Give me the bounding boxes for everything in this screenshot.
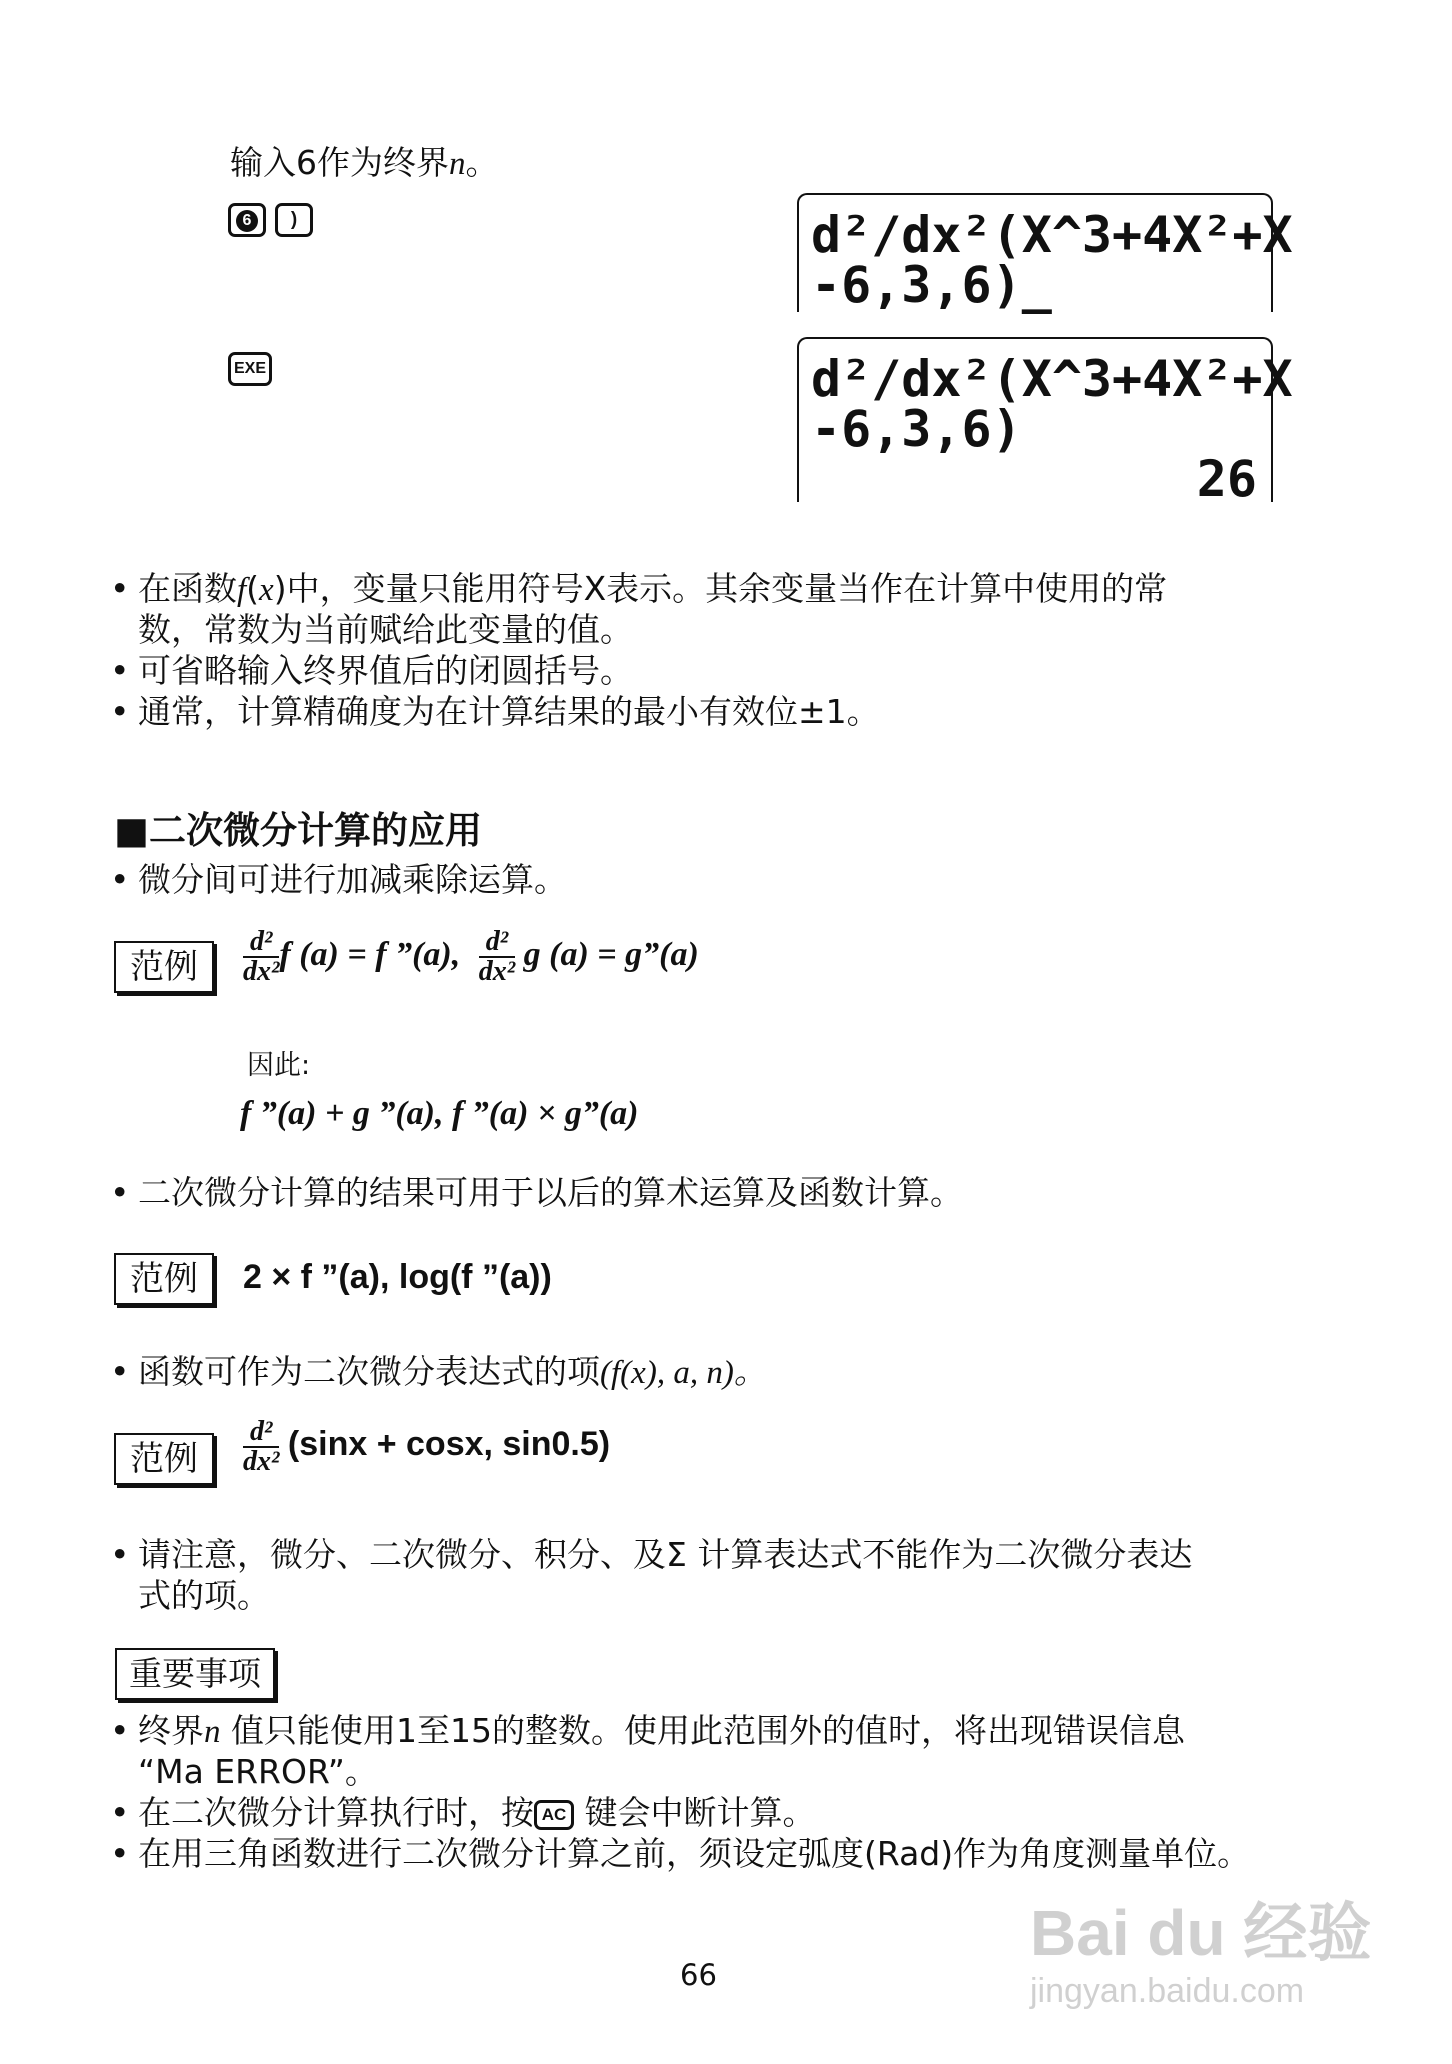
example1-formula: $\frac{\text{d²}}{\text{dx²}}$ f (a) = f ”(a), $\frac{\text{d²}}{\text{dx²}}$ g (a) = g”(a) (243, 926, 699, 987)
intro-suffix: 。 (465, 143, 499, 182)
baidu-watermark-url: jingyan.baidu.com (1030, 1972, 1305, 2010)
bullet-icon: • (110, 569, 130, 608)
section-title: ■二次微分计算的应用 (114, 809, 482, 852)
bullet-icon: • (110, 1834, 130, 1873)
bullet-icon: • (110, 1793, 130, 1832)
baidu-watermark-logo: Bai du 经验 (1030, 1897, 1372, 1969)
bullet-icon: • (110, 1173, 130, 1212)
example3-frac: $\frac{\text{d²}}{\text{dx²}}$ (243, 1416, 280, 1477)
bullet-icon: • (110, 651, 130, 690)
lcd2-line2: -6,3,6) (811, 400, 1022, 458)
intro-line (230, 142, 499, 185)
therefore-formula: f ”(a) + g ”(a), f ”(a) × g”(a) (240, 1095, 639, 1132)
lcd1-line2: -6,3,6)_ (811, 256, 1052, 314)
lcd2-line1: d²/dx²(X^3+4X²+X (811, 350, 1293, 408)
lcd1-line1: d²/dx²(X^3+4X²+X (811, 206, 1293, 264)
example3-formula: $\frac{\text{d²}}{\text{dx²}}$ (sinx + cosx, sin0.5) (243, 1416, 611, 1477)
example2-formula: 2 × f ”(a), log(f ”(a)) (243, 1258, 552, 1296)
example1-frac-2: $\frac{\text{d²}}{\text{dx²}}$ (478, 926, 516, 987)
bullet-icon: • (110, 692, 130, 731)
example-label-2: 范例 (114, 1253, 214, 1305)
example-label-1: 范例 (114, 941, 214, 993)
lcd-screen-2 (797, 337, 1293, 508)
example-label-3: 范例 (114, 1433, 214, 1485)
bullet-icon: • (110, 1535, 130, 1574)
intro-var: n (449, 146, 466, 182)
bullet-icon: • (110, 1711, 130, 1750)
key-ac-icon: AC (534, 1800, 574, 1830)
bullet-icon: • (110, 1352, 130, 1391)
key-6-icon: 6 (228, 203, 266, 237)
example1-frac-1: $\frac{\text{d²}}{\text{dx²}}$ (243, 926, 280, 987)
therefore-label: 因此: (247, 1050, 311, 1081)
step1-keys (228, 203, 313, 237)
bullet-icon: • (110, 860, 130, 899)
intro-prefix: 输入6作为终界 (230, 143, 449, 182)
lcd2-result: 26 (1196, 450, 1257, 508)
important-label: 重要事项 (115, 1648, 275, 1700)
lcd-screen-1 (797, 193, 1293, 314)
step2-keys (228, 352, 272, 386)
page-number: 66 (680, 1958, 717, 1992)
key-close-paren-icon: ) (275, 203, 313, 237)
key-exe-icon: EXE (228, 352, 272, 386)
